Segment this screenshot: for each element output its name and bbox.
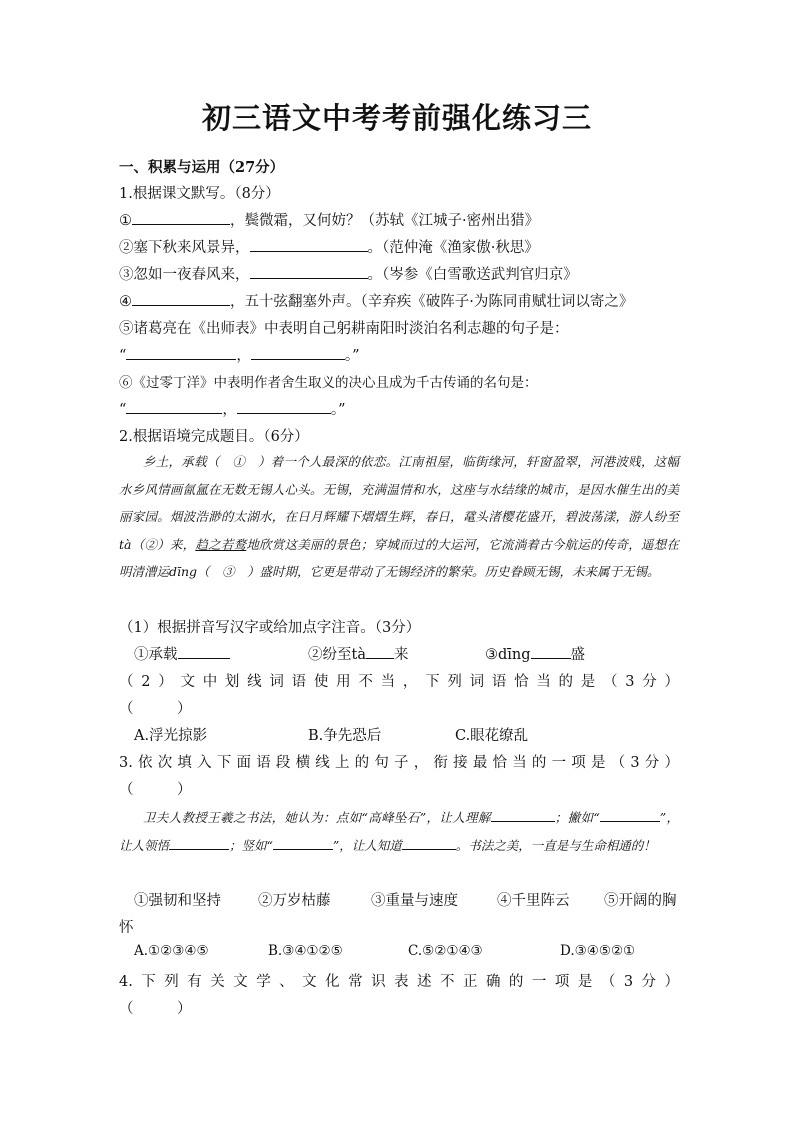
page-title: 初三语文中考考前强化练习三 (201, 101, 592, 135)
answer-blank[interactable] (531, 644, 571, 659)
q1-item-4-text: ，五十弦翻塞外声。（辛弃疾《破阵子·为陈同甫赋壮词以寄之》 (230, 294, 634, 310)
q1-item-3 (119, 263, 679, 284)
choice-1: ①强韧和坚持 (134, 893, 221, 909)
answer-blank[interactable] (402, 835, 456, 850)
answer-blank[interactable] (126, 345, 236, 360)
q2-sub1-item-3-suffix: 盛 (570, 647, 586, 663)
answer-blank[interactable] (126, 399, 222, 414)
q4-heading: 4.下列有关文学、文化常识表述不正确的一项是（3分） (119, 974, 679, 990)
comma: ， (236, 348, 251, 364)
q3-passage (119, 804, 679, 859)
choice-5-wrap: 怀 (119, 920, 134, 936)
answer-paren[interactable]: （ ） (119, 701, 192, 717)
q1-item-4 (119, 290, 679, 311)
q1-item-3-text-a: ③忽如一夜春风来， (119, 267, 250, 283)
quote-close: 。” (344, 348, 360, 364)
answer-blank[interactable] (366, 644, 394, 659)
quote-close: 。” (330, 402, 346, 418)
quote-open: “ (119, 348, 127, 364)
q2-sub1-item-3-text: ③dīng (485, 647, 531, 663)
q3-heading: 3.依次填入下面语段横线上的句子，衔接最恰当的一项是（3分） (119, 755, 679, 771)
q2-sub1: （1）根据拼音写汉字或给加点字注音。（3分） (119, 620, 421, 636)
q2-sub1-item-1-text: ①承载 (134, 647, 178, 663)
q2-heading: 2.根据语境完成题目。（6分） (119, 429, 309, 445)
q3-passage-2: ；撇如 (554, 810, 594, 825)
q3-passage-7: 。书法之美，一直是与生命相通的！ (455, 837, 656, 853)
q1-item-1 (119, 209, 679, 230)
answer-blank[interactable] (169, 835, 229, 850)
q3-passage-1: 卫夫人教授王羲之书法，她认为：点如“高峰坠石”，让人理解 (143, 810, 491, 825)
q2-passage-b: 地欣赏这美丽的景色；穿城而过的大运河，它流淌着古今航运的传奇，遥想在明清漕运dīng（ ③ ）盛时期，它更是带动了无锡经济的繁荣。历史眷顾无锡，未来属于无锡。 (119, 536, 679, 579)
q2-sub1-item-2-text: ②纷至tà (308, 647, 366, 663)
q2-sub1-item-3 (485, 643, 585, 664)
option-a[interactable]: A.浮光掠影 (134, 728, 208, 744)
answer-paren[interactable]: （ ） (119, 1001, 192, 1017)
q2-passage-a: 乡土，承载（ ① ）着一个人最深的依恋。江南祖屋，临街缘河，轩窗盈翠，河港波贱，这幅水乡风情画氤氲在无数无锡人心头。无锡，充满温情和水，这座与水结缘的城市，是因水催生出的美丽家园。烟波浩渺的太湖水，在日月辉耀下熠熠生辉，春日，鼋头渚樱花盛开，碧波荡漾，游人纷至tà（②）来， (119, 454, 679, 552)
q1-item-5-answer (119, 344, 679, 365)
q3-passage-5: ；竖如“ (229, 837, 273, 853)
answer-paren[interactable]: （ ） (119, 782, 192, 798)
answer-blank[interactable] (273, 835, 333, 850)
answer-blank[interactable] (132, 210, 230, 225)
q3-passage-6: ”，让人知道 (332, 837, 402, 853)
choice-3: ③重量与速度 (371, 893, 458, 909)
q1-heading: 1.根据课文默写。（8分） (119, 186, 280, 202)
q2-sub1-item-2 (308, 643, 408, 664)
q1-item-6-answer (119, 398, 679, 419)
answer-blank[interactable] (251, 345, 345, 360)
option-d[interactable]: D.③④⑤②① (560, 943, 636, 959)
answer-blank[interactable] (178, 644, 230, 659)
q1-item-5: ⑤诸葛亮在《出师表》中表明自己躬耕南阳时淡泊名利志趣的句子是： (119, 321, 569, 337)
q1-item-3-text-b: 。（岑参《白雪歌送武判官归京》 (367, 267, 578, 283)
choice-2: ②万岁枯藤 (258, 893, 331, 909)
choice-5: ⑤开阔的胸 (604, 893, 677, 909)
answer-blank[interactable] (250, 264, 368, 279)
q1-item-2-text-a: ②塞下秋来风景异， (119, 240, 250, 256)
q1-item-6: ⑥《过零丁洋》中表明作者舍生取义的决心且成为千古传诵的名句是： (119, 375, 538, 391)
q2-passage (119, 448, 679, 586)
q1-item-1-num: ① (119, 213, 132, 229)
q2-sub1-item-2-suffix: 来 (393, 647, 409, 663)
option-b[interactable]: B.争先恐后 (308, 728, 382, 744)
answer-blank[interactable] (237, 399, 331, 414)
q3-passage-4: ”，让人领悟 (119, 810, 679, 853)
q1-item-2 (119, 236, 679, 257)
q1-item-1-text: ，鬓微霜，又何妨？（苏轼《江城子·密州出猎》 (230, 213, 540, 229)
answer-blank[interactable] (132, 291, 230, 306)
option-c[interactable]: C.⑤②①④③ (408, 943, 483, 959)
answer-blank[interactable] (491, 807, 555, 822)
q3-passage-3: “ (593, 810, 600, 825)
option-c[interactable]: C.眼花缭乱 (455, 728, 529, 744)
underlined-phrase: 趋之若鹜 (195, 536, 247, 552)
q2-sub1-item-1 (134, 643, 230, 664)
answer-blank[interactable] (600, 807, 660, 822)
quote-open: “ (119, 402, 127, 418)
q2-sub2: （2）文中划线词语使用不当，下列词语恰当的是（3分） (119, 674, 679, 690)
option-a[interactable]: A.①②③④⑤ (134, 943, 209, 959)
choice-4: ④千里阵云 (497, 893, 570, 909)
section-heading: 一、积累与运用（27分） (119, 159, 285, 176)
answer-blank[interactable] (250, 237, 368, 252)
comma: ， (222, 402, 237, 418)
q1-item-4-num: ④ (119, 294, 132, 310)
option-b[interactable]: B.③④①②⑤ (268, 943, 343, 959)
q1-item-2-text-b: 。（范仲淹《渔家傲·秋思》 (367, 240, 539, 256)
